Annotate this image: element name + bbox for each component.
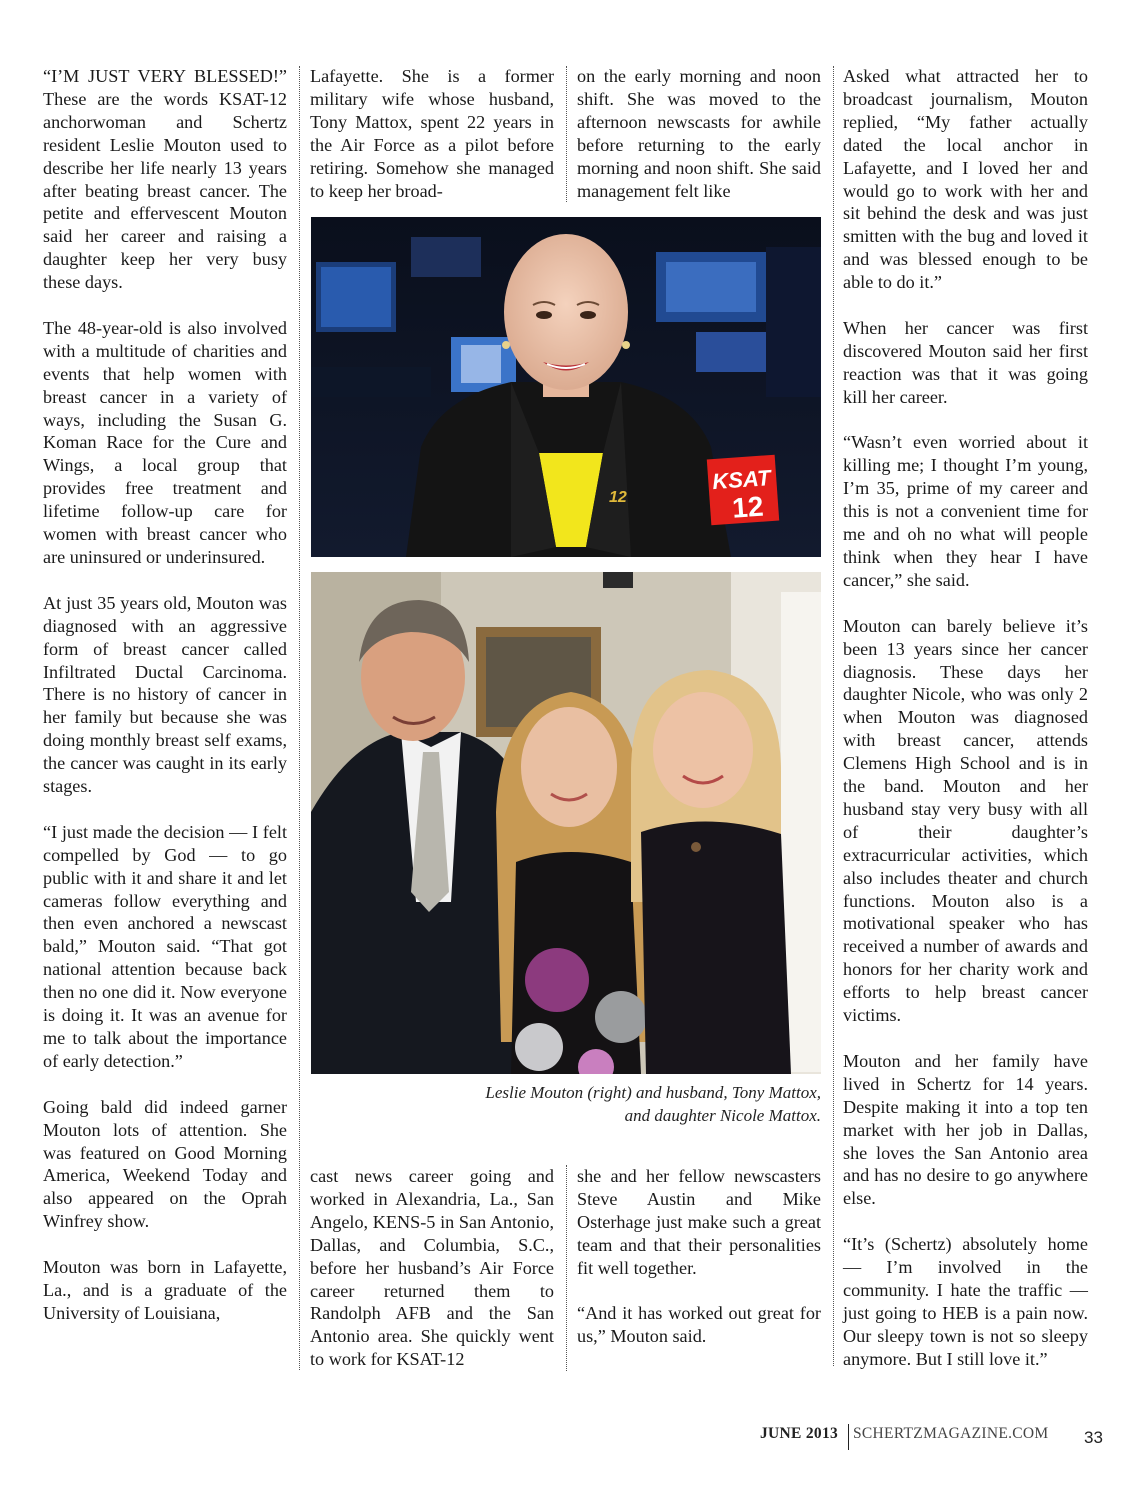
column-rule (566, 66, 567, 202)
article-paragraph: Mouton can barely believe it’s been 13 years since her cancer diagnosis. These days her daughter Nicole, who was only 2 when Mouton was diagnosed with breast cancer, attends Clemens High School and is in the band. Mouton and her husband stay very busy with all of their daughter’s extracurricular activities, which also includes theater and church functions. Mouton also is a motivational speaker who has received a number of awards and honors for her charity work and efforts to help breast cancer victims. (843, 615, 1088, 1026)
photo-caption (311, 1081, 821, 1127)
article-paragraph: “Wasn’t even worried about it killing me; I thought I’m young, I’m 35, prime of my career and this is not a convenient time for me and oh no what will people think when they hear I have cancer,” she said. (843, 432, 1088, 590)
article-paragraph: “And it has worked out great for us,” Mouton said. (577, 1303, 821, 1347)
column-rule (833, 66, 834, 1366)
caption-line: and daughter Nicole Mattox. (624, 1106, 821, 1125)
article-column-3-bottom (577, 1165, 821, 1348)
ksat-logo-text: KSAT (711, 465, 772, 495)
page-number: 33 (1084, 1428, 1103, 1447)
article-paragraph: Lafayette. She is a former military wife whose husband, Tony Mattox, spent 22 years in the Air Force as a pilot before retiring. Somehow she managed to keep her broad- (310, 66, 554, 201)
article-paragraph: Mouton was born in Lafayette, La., and is a graduate of the University of Louisiana, (43, 1257, 287, 1323)
article-paragraph: “It’s (Schertz) absolutely home — I’m involved in the community. I hate the traffic — just going to HEB is a pain now. Our sleepy town is not so sleepy anymore. But I still love it.” (843, 1234, 1088, 1369)
article-paragraph: The 48-year-old is also involved with a multitude of charities and events that help women with breast cancer in a variety of ways, including the Susan G. Koman Race for the Cure and Wings, a local group that provides free treatment and lifetime follow-up care for women with breast cancer who are uninsured or underinsured. (43, 317, 287, 568)
lapel-pin: 12 (609, 489, 627, 506)
article-paragraph: “I’M JUST VERY BLESSED!” These are the words KSAT-12 anchorwoman and Schertz resident Leslie Mouton used to describe her life nearly 13 years after beating breast cancer. The petite and effervescent Mouton said her career and raising a daughter keep her very busy these days. (43, 66, 287, 293)
news-anchor-photo (311, 217, 821, 557)
article-paragraph: on the early morning and noon shift. She was moved to the afternoon newscasts for awhile before returning to the early morning and noon shift. She said management felt like (577, 66, 821, 201)
magazine-website: SCHERTZMAGAZINE.COM (853, 1425, 1049, 1442)
article-paragraph: “I just made the decision — I felt compelled by God — to go public with it and share it and let cameras follow everything and then even anchored a newscast bald,” Mouton said. “That got national attention because back then no one did it. Now everyone is doing it. It was an avenue for me to talk about the importance of early detection.” (43, 821, 287, 1071)
article-paragraph: she and her fellow newscasters Steve Austin and Mike Osterhage just make such a great team and that their personalities fit well together. (577, 1166, 821, 1278)
article-paragraph: At just 35 years old, Mouton was diagnosed with an aggressive form of breast cancer called Infiltrated Ductal Carcinoma. There is no history of cancer in her family but because she was doing monthly breast self exams, the cancer was caught in its early stages. (43, 592, 287, 797)
article-paragraph: Mouton and her family have lived in Schertz for 14 years. Despite making it into a top ten market with her job in Dallas, she loves the San Antonio area and has no desire to go anywhere else. (843, 1050, 1088, 1209)
article-column-1 (43, 65, 287, 1325)
article-paragraph: Asked what attracted her to broadcast journalism, Mouton replied, “My father actually dated the local anchor in Lafayette, and I loved her and would go to work with her and sit behind the desk and was just smitten with the bug and loved it and was blessed enough to be able to do it.” (843, 66, 1088, 293)
footer-divider (848, 1424, 849, 1450)
article-paragraph: Going bald did indeed garner Mouton lots of attention. She was featured on Good Morning America, Weekend Today and also appeared on the Oprah Winfrey show. (43, 1096, 287, 1232)
column-rule (566, 1165, 567, 1371)
family-illustration (311, 572, 821, 1074)
family-photo (311, 572, 821, 1074)
article-column-2-top (310, 65, 554, 202)
ksat-logo-number: 12 (731, 490, 765, 524)
article-column-2-bottom (310, 1165, 554, 1371)
article-column-3-top (577, 65, 821, 202)
column-rule (299, 66, 300, 1370)
article-column-4 (843, 65, 1088, 1371)
news-anchor-illustration (311, 217, 821, 557)
article-paragraph: When her cancer was first discovered Mouton said her first reaction was that it was going kill her career. (843, 317, 1088, 407)
caption-line: Leslie Mouton (right) and husband, Tony Mattox, (485, 1083, 821, 1102)
issue-date: JUNE 2013 (760, 1425, 839, 1442)
article-paragraph: cast news career going and worked in Alexandria, La., San Angelo, KENS-5 in San Antonio, Dallas, and Columbia, S.C., before her husband’s Air Force career returned them to Randolph AFB and the San Antonio area. She quickly went to work for KSAT-12 (310, 1166, 554, 1370)
